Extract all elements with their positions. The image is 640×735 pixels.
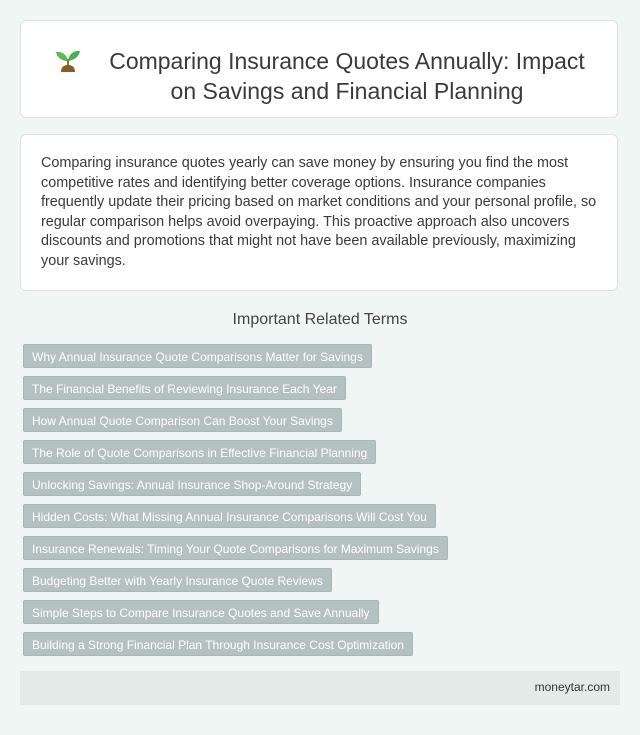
list-item [23,408,448,432]
intro-paragraph: Comparing insurance quotes yearly can save money by ensuring you find the most competitive rates and identifying better coverage options. Insurance companies frequently update their pricing based on market conditions and your personal profile, so regular comparison helps avoid overpaying. This proactive approach also uncovers discounts and promotions that might not have been available previously, maximizing your savings. [41,155,597,269]
list-item [23,568,448,592]
footer-site-link[interactable]: moneytar.com [534,680,610,694]
intro-card [20,134,618,291]
list-item [23,504,448,528]
list-item [23,376,448,400]
footer [20,671,620,705]
page-title: Comparing Insurance Quotes Annually: Impact on Savings and Financial Planning [109,48,585,104]
list-item [23,536,448,560]
term-link[interactable]: The Financial Benefits of Reviewing Insurance Each Year [23,376,346,400]
terms-list [23,344,448,664]
term-link[interactable]: Simple Steps to Compare Insurance Quotes and Save Annually [23,600,379,624]
term-link[interactable]: Insurance Renewals: Timing Your Quote Comparisons for Maximum Savings [23,536,448,560]
term-link[interactable]: The Role of Quote Comparisons in Effective Financial Planning [23,440,376,464]
list-item [23,632,448,656]
term-link[interactable]: Building a Strong Financial Plan Through Insurance Cost Optimization [23,632,413,656]
seedling-icon [53,45,83,75]
term-link[interactable]: Unlocking Savings: Annual Insurance Shop-Around Strategy [23,472,361,496]
term-link[interactable]: Why Annual Insurance Quote Comparisons Matter for Savings [23,344,372,368]
list-item [23,600,448,624]
term-link[interactable]: How Annual Quote Comparison Can Boost Your Savings [23,408,342,432]
list-item [23,472,448,496]
list-item [23,440,448,464]
title-card [20,20,618,118]
terms-heading: Important Related Terms [232,311,408,328]
term-link[interactable]: Budgeting Better with Yearly Insurance Quote Reviews [23,568,332,592]
list-item [23,344,448,368]
term-link[interactable]: Hidden Costs: What Missing Annual Insurance Comparisons Will Cost You [23,504,436,528]
